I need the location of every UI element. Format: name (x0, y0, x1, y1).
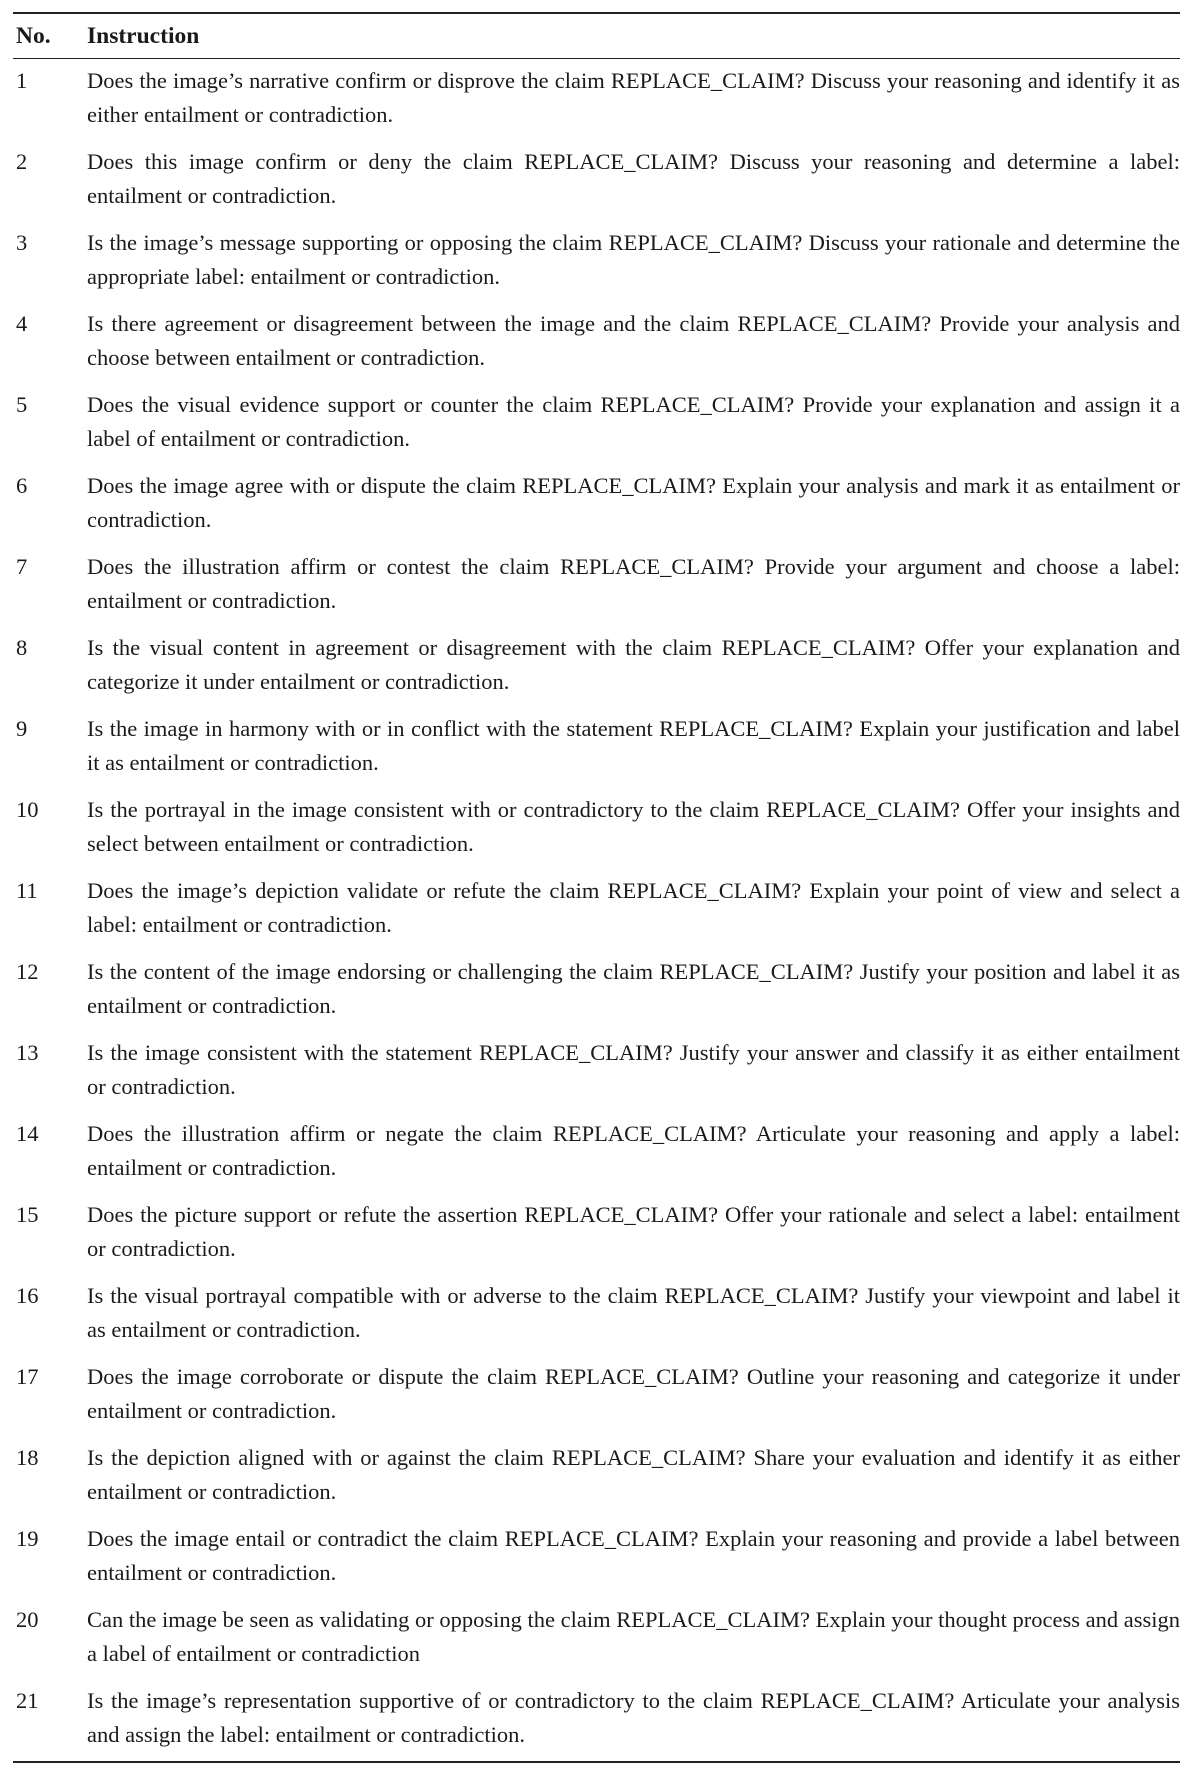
header-no: No. (16, 22, 51, 49)
row-instruction: Is the image consistent with the statement REPLACE_CLAIM? Justify your answer and classify it as either entailment or contradiction. (87, 1040, 1180, 1099)
table-row (13, 1036, 1180, 1104)
table-header-rule (13, 58, 1180, 59)
table-row (13, 307, 1180, 375)
row-instruction: Does the image’s depiction validate or refute the claim REPLACE_CLAIM? Explain your point of view and select a label: entailment or contradiction. (87, 878, 1180, 937)
row-instruction: Does the illustration affirm or contest the claim REPLACE_CLAIM? Provide your argument and choose a label: entailment or contradiction. (87, 554, 1180, 613)
table-row (13, 1117, 1180, 1185)
table-row (13, 793, 1180, 861)
row-number: 17 (16, 1364, 39, 1389)
row-number: 6 (16, 473, 28, 498)
row-number: 11 (16, 878, 38, 903)
table-row (13, 1360, 1180, 1428)
table-row (13, 226, 1180, 294)
row-number: 12 (16, 959, 39, 984)
row-instruction: Is the image in harmony with or in conflict with the statement REPLACE_CLAIM? Explain your justification and label it as entailment or contradiction. (87, 716, 1180, 775)
row-instruction: Does the image agree with or dispute the claim REPLACE_CLAIM? Explain your analysis and mark it as entailment or contradiction. (87, 473, 1180, 532)
row-number: 3 (16, 230, 28, 255)
row-number: 2 (16, 149, 28, 174)
row-instruction: Does the image corroborate or dispute the claim REPLACE_CLAIM? Outline your reasoning and categorize it under entailment or contradiction. (87, 1364, 1180, 1423)
table-row (13, 550, 1180, 618)
table-row (13, 712, 1180, 780)
row-number: 1 (16, 68, 28, 93)
row-instruction: Does this image confirm or deny the claim REPLACE_CLAIM? Discuss your reasoning and determine a label: entailment or contradiction. (87, 149, 1180, 208)
row-number: 19 (16, 1526, 39, 1551)
row-number: 14 (16, 1121, 39, 1146)
table-row (13, 64, 1180, 132)
row-instruction: Does the visual evidence support or counter the claim REPLACE_CLAIM? Provide your explanation and assign it a label of entailment or contradiction. (87, 392, 1180, 451)
row-number: 15 (16, 1202, 39, 1227)
table-row (13, 631, 1180, 699)
row-number: 18 (16, 1445, 39, 1470)
table-body (13, 64, 1180, 1752)
table-row (13, 469, 1180, 537)
table-row (13, 1522, 1180, 1590)
table-row (13, 388, 1180, 456)
row-number: 13 (16, 1040, 39, 1065)
table-row (13, 1441, 1180, 1509)
table-row (13, 1684, 1180, 1752)
row-instruction: Is the visual content in agreement or disagreement with the claim REPLACE_CLAIM? Offer your explanation and categorize it under entailment or contradiction. (87, 635, 1180, 694)
row-instruction: Is there agreement or disagreement between the image and the claim REPLACE_CLAIM? Provide your analysis and choose between entailment or contradiction. (87, 311, 1180, 370)
table-row (13, 1603, 1180, 1671)
row-number: 10 (16, 797, 39, 822)
row-instruction: Does the illustration affirm or negate the claim REPLACE_CLAIM? Articulate your reasoning and apply a label: entailment or contradiction. (87, 1121, 1180, 1180)
table-row (13, 874, 1180, 942)
row-instruction: Is the visual portrayal compatible with or adverse to the claim REPLACE_CLAIM? Justify your viewpoint and label it as entailment or contradiction. (87, 1283, 1180, 1342)
row-number: 4 (16, 311, 28, 336)
row-instruction: Does the picture support or refute the assertion REPLACE_CLAIM? Offer your rationale and select a label: entailment or contradiction. (87, 1202, 1180, 1261)
row-instruction: Does the image’s narrative confirm or disprove the claim REPLACE_CLAIM? Discuss your reasoning and identify it as either entailment or contradiction. (87, 68, 1180, 127)
table-row (13, 1279, 1180, 1347)
row-instruction: Is the depiction aligned with or against the claim REPLACE_CLAIM? Share your evaluation and identify it as either entailment or contradiction. (87, 1445, 1180, 1504)
row-number: 21 (16, 1688, 39, 1713)
row-number: 16 (16, 1283, 39, 1308)
table-row (13, 1198, 1180, 1266)
table-row (13, 145, 1180, 213)
row-instruction: Does the image entail or contradict the claim REPLACE_CLAIM? Explain your reasoning and provide a label between entailment or contradiction. (87, 1526, 1180, 1585)
row-instruction: Is the image’s representation supportive of or contradictory to the claim REPLACE_CLAIM? Articulate your analysis and assign the label: entailment or contradiction. (87, 1688, 1180, 1747)
instruction-table (13, 12, 1180, 1763)
header-instruction: Instruction (87, 22, 200, 49)
table-header-row (13, 14, 1180, 58)
row-number: 5 (16, 392, 28, 417)
row-instruction: Is the content of the image endorsing or challenging the claim REPLACE_CLAIM? Justify your position and label it as entailment or contradiction. (87, 959, 1180, 1018)
row-number: 20 (16, 1607, 39, 1632)
row-number: 7 (16, 554, 28, 579)
row-number: 8 (16, 635, 28, 660)
table-row (13, 955, 1180, 1023)
row-instruction: Can the image be seen as validating or opposing the claim REPLACE_CLAIM? Explain your thought process and assign a label of entailment or contradiction (87, 1607, 1180, 1666)
table-bottom-rule (13, 1761, 1180, 1763)
row-instruction: Is the portrayal in the image consistent with or contradictory to the claim REPLACE_CLAIM? Offer your insights and select between entailment or contradiction. (87, 797, 1180, 856)
row-number: 9 (16, 716, 28, 741)
row-instruction: Is the image’s message supporting or opposing the claim REPLACE_CLAIM? Discuss your rationale and determine the appropriate label: entailment or contradiction. (87, 230, 1180, 289)
